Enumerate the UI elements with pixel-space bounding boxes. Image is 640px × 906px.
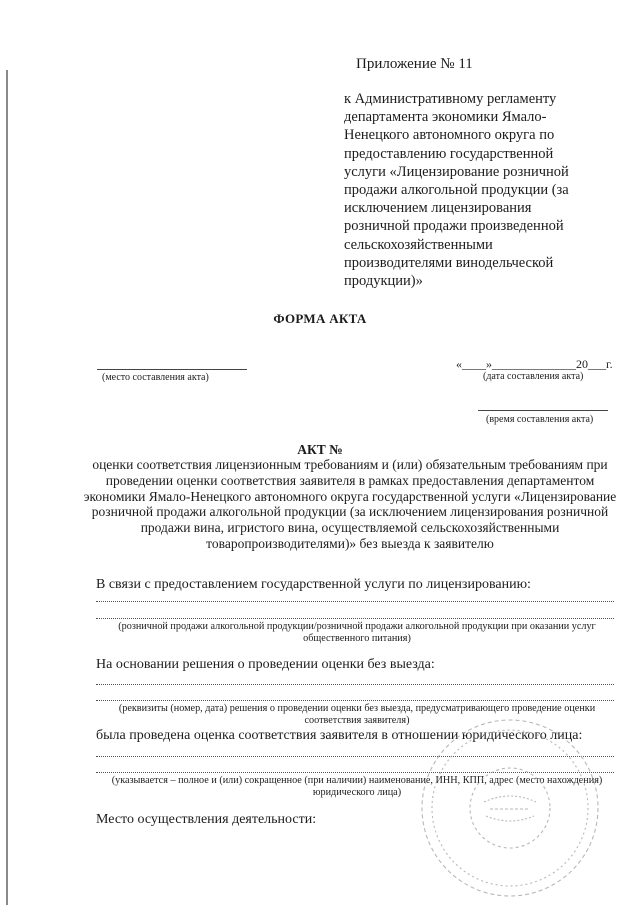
caption-line: (указывается – полное и (или) сокращенное (при наличии) наименование, ИНН, КПП, адрес (место нахождения) (111, 775, 603, 786)
appendix-line: исключением лицензирования (344, 200, 532, 217)
time-caption: (время составления акта) (486, 414, 594, 425)
scan-edge (6, 70, 8, 905)
place-field-line (97, 369, 247, 370)
time-field-line (478, 410, 608, 411)
act-description-line: экономики Ямало-Ненецкого автономного округа государственной услуги «Лицензирование (83, 488, 617, 504)
entity-label: была проведена оценка соответствия заявителя в отношении юридического лица: (96, 728, 583, 743)
appendix-line: продукции)» (344, 273, 423, 290)
act-description-line: товаропроизводителями)» без выезда к заявителю (206, 535, 494, 551)
appendix-line: продажи алкогольной продукции (за (344, 182, 569, 199)
decision-fill-line (96, 700, 614, 701)
activity-label: Место осуществления деятельности: (96, 812, 317, 827)
appendix-text (344, 90, 616, 290)
act-description-line: оценки соответствия лицензионным требованиям и (или) обязательным требованиям при (92, 457, 608, 472)
caption-line: (розничной продажи алкогольной продукции/розничной продажи алкогольной продукции при оказании услуг (118, 621, 596, 632)
caption-line: (реквизиты (номер, дата) решения о проведении оценки без выезда, предусматривающего проведение оценки (118, 703, 596, 714)
form-title: ФОРМА АКТА (273, 311, 367, 326)
date-caption: (дата составления акта) (483, 371, 584, 382)
act-heading: АКТ № (297, 442, 343, 457)
appendix-line: услуги «Лицензирование розничной (344, 163, 569, 180)
appendix-title: Приложение № 11 (356, 56, 473, 72)
act-description-line: проведении оценки соответствия заявителя в рамках предоставления департаментом (105, 472, 595, 488)
place-caption: (место составления акта) (102, 372, 209, 383)
appendix-line: розничной продажи произведенной (344, 218, 564, 235)
service-caption (96, 621, 618, 645)
service-label: В связи с предоставлением государственной услуги по лицензированию: (96, 577, 531, 592)
appendix-line: сельскохозяйственными (344, 236, 493, 253)
appendix-line: департамента экономики Ямало- (344, 109, 547, 126)
caption-line: соответствия заявителя) (304, 715, 410, 726)
appendix-line: предоставлению государственной (344, 145, 554, 162)
appendix-line: Ненецкого автономного округа по (344, 127, 555, 144)
service-fill-line (96, 618, 614, 619)
caption-line: юридического лица) (312, 787, 402, 798)
appendix-line: к Административному регламенту (344, 91, 557, 107)
decision-fill-line (96, 684, 614, 685)
appendix-line: производителями винодельческой (344, 254, 554, 271)
act-description-line: продажи вина, игристого вина, осуществляемой сельскохозяйственными (140, 520, 560, 536)
act-description (80, 457, 620, 552)
caption-line: общественного питания) (303, 633, 411, 644)
service-fill-line (96, 601, 614, 602)
seal-stamp-icon (398, 716, 608, 906)
decision-label: На основании решения о проведении оценки без выезда: (96, 657, 435, 672)
act-description-line: розничной продажи алкогольной продукции (за исключением лицензирования розничной (91, 504, 609, 520)
date-field: «____»______________20___г. (456, 357, 613, 371)
